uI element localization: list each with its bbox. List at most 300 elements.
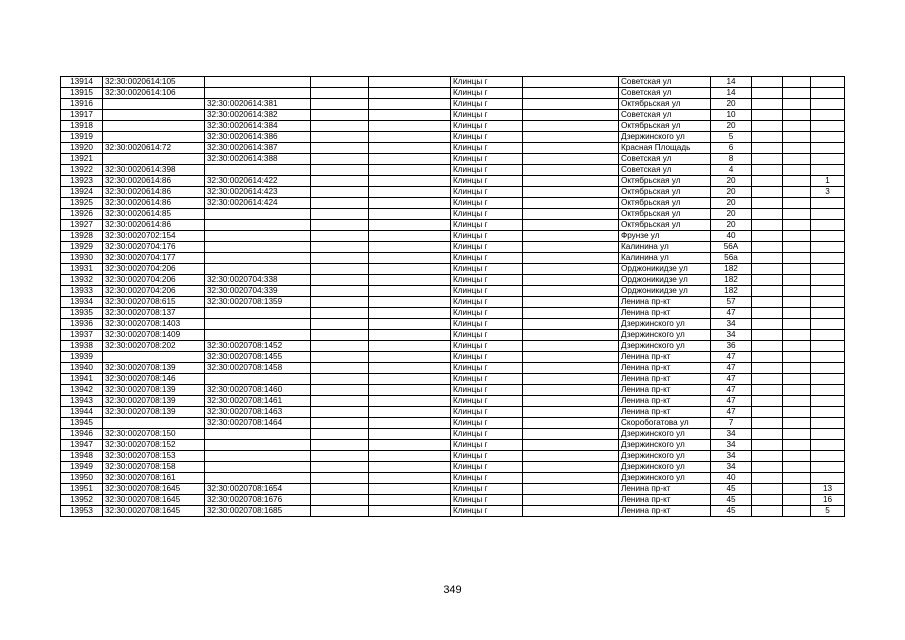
cadastral-number-cell: 32:30:0020702:154 bbox=[103, 231, 205, 242]
street-cell: Калинина ул bbox=[619, 242, 711, 253]
apartment-number-cell bbox=[811, 209, 845, 220]
apartment-number-cell bbox=[811, 363, 845, 374]
table-row bbox=[61, 440, 845, 451]
empty-cell bbox=[369, 264, 451, 275]
cadastral-number-cell: 32:30:0020614:72 bbox=[103, 143, 205, 154]
city-cell: Клинцы г bbox=[451, 242, 523, 253]
apartment-number-cell: 16 bbox=[811, 495, 845, 506]
city-cell: Клинцы г bbox=[451, 451, 523, 462]
record-number-cell: 13946 bbox=[61, 429, 103, 440]
empty-cell bbox=[783, 231, 811, 242]
city-cell: Клинцы г bbox=[451, 407, 523, 418]
house-number-cell: 20 bbox=[711, 99, 752, 110]
empty-cell bbox=[369, 429, 451, 440]
empty-cell bbox=[311, 462, 369, 473]
city-cell: Клинцы г bbox=[451, 297, 523, 308]
city-cell: Клинцы г bbox=[451, 330, 523, 341]
street-cell: Ленина пр-кт bbox=[619, 308, 711, 319]
house-number-cell: 56а bbox=[711, 253, 752, 264]
table-row bbox=[61, 385, 845, 396]
record-number-cell: 13914 bbox=[61, 77, 103, 88]
table-row bbox=[61, 286, 845, 297]
cadastral-number-cell: 32:30:0020708:1645 bbox=[103, 495, 205, 506]
empty-cell bbox=[311, 187, 369, 198]
empty-cell bbox=[752, 231, 783, 242]
record-number-cell: 13942 bbox=[61, 385, 103, 396]
empty-cell bbox=[311, 132, 369, 143]
record-number-cell: 13917 bbox=[61, 110, 103, 121]
table-row bbox=[61, 451, 845, 462]
empty-cell bbox=[783, 396, 811, 407]
record-number-cell: 13924 bbox=[61, 187, 103, 198]
empty-cell bbox=[752, 176, 783, 187]
table-row bbox=[61, 88, 845, 99]
empty-cell bbox=[523, 506, 619, 517]
city-cell: Клинцы г bbox=[451, 110, 523, 121]
empty-cell bbox=[783, 88, 811, 99]
cadastral-number-cell: 32:30:0020614:86 bbox=[103, 187, 205, 198]
empty-cell bbox=[752, 429, 783, 440]
house-number-cell: 57 bbox=[711, 297, 752, 308]
apartment-number-cell bbox=[811, 253, 845, 264]
apartment-number-cell bbox=[811, 407, 845, 418]
empty-cell bbox=[523, 220, 619, 231]
empty-cell bbox=[311, 352, 369, 363]
empty-cell bbox=[369, 418, 451, 429]
apartment-number-cell bbox=[811, 462, 845, 473]
street-cell: Дзержинского ул bbox=[619, 451, 711, 462]
empty-cell bbox=[752, 440, 783, 451]
table-row bbox=[61, 308, 845, 319]
city-cell: Клинцы г bbox=[451, 374, 523, 385]
cadastral-number-cell: 32:30:0020708:153 bbox=[103, 451, 205, 462]
empty-cell bbox=[523, 154, 619, 165]
empty-cell bbox=[783, 220, 811, 231]
table-row bbox=[61, 374, 845, 385]
record-number-cell: 13945 bbox=[61, 418, 103, 429]
cadastral-number-cell: 32:30:0020704:176 bbox=[103, 242, 205, 253]
empty-cell bbox=[369, 440, 451, 451]
apartment-number-cell bbox=[811, 242, 845, 253]
empty-cell bbox=[783, 385, 811, 396]
house-number-cell: 20 bbox=[711, 121, 752, 132]
empty-cell bbox=[523, 231, 619, 242]
city-cell: Клинцы г bbox=[451, 440, 523, 451]
apartment-number-cell bbox=[811, 77, 845, 88]
street-cell: Октябрьская ул bbox=[619, 187, 711, 198]
house-number-cell: 47 bbox=[711, 352, 752, 363]
street-cell: Дзержинского ул bbox=[619, 132, 711, 143]
sub-cadastral-number-cell bbox=[205, 429, 311, 440]
cadastral-number-cell: 32:30:0020708:1645 bbox=[103, 484, 205, 495]
cadastral-number-cell: 32:30:0020708:139 bbox=[103, 363, 205, 374]
street-cell: Ленина пр-кт bbox=[619, 407, 711, 418]
empty-cell bbox=[369, 407, 451, 418]
empty-cell bbox=[783, 242, 811, 253]
table-row bbox=[61, 275, 845, 286]
apartment-number-cell bbox=[811, 132, 845, 143]
empty-cell bbox=[369, 132, 451, 143]
city-cell: Клинцы г bbox=[451, 132, 523, 143]
empty-cell bbox=[523, 187, 619, 198]
city-cell: Клинцы г bbox=[451, 209, 523, 220]
sub-cadastral-number-cell: 32:30:0020708:1685 bbox=[205, 506, 311, 517]
city-cell: Клинцы г bbox=[451, 286, 523, 297]
empty-cell bbox=[311, 429, 369, 440]
table-row bbox=[61, 220, 845, 231]
empty-cell bbox=[783, 286, 811, 297]
street-cell: Ленина пр-кт bbox=[619, 374, 711, 385]
record-number-cell: 13944 bbox=[61, 407, 103, 418]
street-cell: Дзержинского ул bbox=[619, 440, 711, 451]
city-cell: Клинцы г bbox=[451, 275, 523, 286]
house-number-cell: 4 bbox=[711, 165, 752, 176]
empty-cell bbox=[311, 495, 369, 506]
empty-cell bbox=[311, 374, 369, 385]
empty-cell bbox=[783, 407, 811, 418]
empty-cell bbox=[783, 473, 811, 484]
sub-cadastral-number-cell bbox=[205, 451, 311, 462]
empty-cell bbox=[369, 154, 451, 165]
city-cell: Клинцы г bbox=[451, 198, 523, 209]
empty-cell bbox=[783, 363, 811, 374]
empty-cell bbox=[752, 418, 783, 429]
apartment-number-cell bbox=[811, 385, 845, 396]
city-cell: Клинцы г bbox=[451, 473, 523, 484]
empty-cell bbox=[369, 363, 451, 374]
empty-cell bbox=[311, 176, 369, 187]
empty-cell bbox=[369, 121, 451, 132]
record-number-cell: 13941 bbox=[61, 374, 103, 385]
empty-cell bbox=[369, 330, 451, 341]
empty-cell bbox=[369, 176, 451, 187]
empty-cell bbox=[752, 275, 783, 286]
empty-cell bbox=[523, 143, 619, 154]
street-cell: Советская ул bbox=[619, 77, 711, 88]
city-cell: Клинцы г bbox=[451, 220, 523, 231]
apartment-number-cell bbox=[811, 198, 845, 209]
apartment-number-cell bbox=[811, 308, 845, 319]
sub-cadastral-number-cell: 32:30:0020614:386 bbox=[205, 132, 311, 143]
street-cell: Октябрьская ул bbox=[619, 176, 711, 187]
empty-cell bbox=[523, 275, 619, 286]
empty-cell bbox=[523, 110, 619, 121]
street-cell: Калинина ул bbox=[619, 253, 711, 264]
empty-cell bbox=[752, 484, 783, 495]
empty-cell bbox=[523, 209, 619, 220]
apartment-number-cell: 13 bbox=[811, 484, 845, 495]
house-number-cell: 20 bbox=[711, 187, 752, 198]
record-number-cell: 13918 bbox=[61, 121, 103, 132]
record-number-cell: 13935 bbox=[61, 308, 103, 319]
house-number-cell: 40 bbox=[711, 473, 752, 484]
street-cell: Октябрьская ул bbox=[619, 198, 711, 209]
apartment-number-cell bbox=[811, 99, 845, 110]
empty-cell bbox=[783, 209, 811, 220]
empty-cell bbox=[752, 143, 783, 154]
sub-cadastral-number-cell bbox=[205, 374, 311, 385]
cadastral-number-cell: 32:30:0020708:1403 bbox=[103, 319, 205, 330]
cadastral-number-cell: 32:30:0020708:139 bbox=[103, 385, 205, 396]
sub-cadastral-number-cell: 32:30:0020708:1676 bbox=[205, 495, 311, 506]
record-number-cell: 13950 bbox=[61, 473, 103, 484]
apartment-number-cell bbox=[811, 418, 845, 429]
street-cell: Октябрьская ул bbox=[619, 99, 711, 110]
sub-cadastral-number-cell: 32:30:0020708:1359 bbox=[205, 297, 311, 308]
house-number-cell: 5 bbox=[711, 132, 752, 143]
table-row bbox=[61, 77, 845, 88]
empty-cell bbox=[311, 209, 369, 220]
empty-cell bbox=[752, 77, 783, 88]
city-cell: Клинцы г bbox=[451, 143, 523, 154]
record-number-cell: 13920 bbox=[61, 143, 103, 154]
record-number-cell: 13939 bbox=[61, 352, 103, 363]
sub-cadastral-number-cell: 32:30:0020708:1464 bbox=[205, 418, 311, 429]
empty-cell bbox=[752, 88, 783, 99]
empty-cell bbox=[752, 330, 783, 341]
record-number-cell: 13925 bbox=[61, 198, 103, 209]
empty-cell bbox=[369, 462, 451, 473]
empty-cell bbox=[369, 297, 451, 308]
empty-cell bbox=[523, 330, 619, 341]
empty-cell bbox=[311, 418, 369, 429]
empty-cell bbox=[752, 264, 783, 275]
street-cell: Орджоникидзе ул bbox=[619, 264, 711, 275]
street-cell: Ленина пр-кт bbox=[619, 484, 711, 495]
sub-cadastral-number-cell: 32:30:0020708:1452 bbox=[205, 341, 311, 352]
empty-cell bbox=[783, 484, 811, 495]
house-number-cell: 36 bbox=[711, 341, 752, 352]
apartment-number-cell bbox=[811, 231, 845, 242]
empty-cell bbox=[783, 165, 811, 176]
record-number-cell: 13953 bbox=[61, 506, 103, 517]
cadastral-number-cell: 32:30:0020704:206 bbox=[103, 275, 205, 286]
city-cell: Клинцы г bbox=[451, 352, 523, 363]
empty-cell bbox=[311, 473, 369, 484]
city-cell: Клинцы г bbox=[451, 429, 523, 440]
city-cell: Клинцы г bbox=[451, 88, 523, 99]
sub-cadastral-number-cell: 32:30:0020708:1654 bbox=[205, 484, 311, 495]
empty-cell bbox=[311, 385, 369, 396]
record-number-cell: 13948 bbox=[61, 451, 103, 462]
empty-cell bbox=[783, 341, 811, 352]
house-number-cell: 20 bbox=[711, 176, 752, 187]
empty-cell bbox=[523, 165, 619, 176]
cadastral-number-cell: 32:30:0020708:1645 bbox=[103, 506, 205, 517]
empty-cell bbox=[783, 495, 811, 506]
sub-cadastral-number-cell bbox=[205, 242, 311, 253]
table-row bbox=[61, 231, 845, 242]
table-row bbox=[61, 209, 845, 220]
street-cell: Дзержинского ул bbox=[619, 319, 711, 330]
record-number-cell: 13936 bbox=[61, 319, 103, 330]
empty-cell bbox=[311, 506, 369, 517]
empty-cell bbox=[523, 396, 619, 407]
empty-cell bbox=[783, 187, 811, 198]
street-cell: Дзержинского ул bbox=[619, 473, 711, 484]
record-number-cell: 13916 bbox=[61, 99, 103, 110]
table-row bbox=[61, 473, 845, 484]
empty-cell bbox=[752, 165, 783, 176]
table-row bbox=[61, 187, 845, 198]
empty-cell bbox=[752, 110, 783, 121]
house-number-cell: 182 bbox=[711, 275, 752, 286]
empty-cell bbox=[752, 198, 783, 209]
record-number-cell: 13952 bbox=[61, 495, 103, 506]
city-cell: Клинцы г bbox=[451, 308, 523, 319]
empty-cell bbox=[311, 440, 369, 451]
cadastral-number-cell: 32:30:0020708:150 bbox=[103, 429, 205, 440]
table-row bbox=[61, 429, 845, 440]
sub-cadastral-number-cell bbox=[205, 220, 311, 231]
empty-cell bbox=[783, 77, 811, 88]
house-number-cell: 47 bbox=[711, 385, 752, 396]
table-row bbox=[61, 407, 845, 418]
cadastral-number-cell: 32:30:0020614:86 bbox=[103, 176, 205, 187]
house-number-cell: 47 bbox=[711, 396, 752, 407]
record-number-cell: 13923 bbox=[61, 176, 103, 187]
empty-cell bbox=[311, 396, 369, 407]
apartment-number-cell bbox=[811, 297, 845, 308]
city-cell: Клинцы г bbox=[451, 319, 523, 330]
house-number-cell: 34 bbox=[711, 330, 752, 341]
house-number-cell: 14 bbox=[711, 77, 752, 88]
record-number-cell: 13940 bbox=[61, 363, 103, 374]
sub-cadastral-number-cell: 32:30:0020614:381 bbox=[205, 99, 311, 110]
empty-cell bbox=[752, 451, 783, 462]
house-number-cell: 182 bbox=[711, 286, 752, 297]
apartment-number-cell bbox=[811, 330, 845, 341]
house-number-cell: 34 bbox=[711, 451, 752, 462]
sub-cadastral-number-cell: 32:30:0020614:423 bbox=[205, 187, 311, 198]
empty-cell bbox=[523, 242, 619, 253]
record-number-cell: 13927 bbox=[61, 220, 103, 231]
street-cell: Ленина пр-кт bbox=[619, 495, 711, 506]
empty-cell bbox=[311, 275, 369, 286]
city-cell: Клинцы г bbox=[451, 506, 523, 517]
table-row bbox=[61, 462, 845, 473]
empty-cell bbox=[783, 352, 811, 363]
city-cell: Клинцы г bbox=[451, 341, 523, 352]
table-row bbox=[61, 396, 845, 407]
apartment-number-cell bbox=[811, 352, 845, 363]
empty-cell bbox=[752, 374, 783, 385]
empty-cell bbox=[369, 341, 451, 352]
empty-cell bbox=[311, 319, 369, 330]
city-cell: Клинцы г bbox=[451, 495, 523, 506]
empty-cell bbox=[783, 506, 811, 517]
empty-cell bbox=[369, 242, 451, 253]
empty-cell bbox=[752, 132, 783, 143]
empty-cell bbox=[369, 374, 451, 385]
street-cell: Октябрьская ул bbox=[619, 220, 711, 231]
apartment-number-cell bbox=[811, 451, 845, 462]
empty-cell bbox=[783, 154, 811, 165]
empty-cell bbox=[369, 253, 451, 264]
house-number-cell: 6 bbox=[711, 143, 752, 154]
city-cell: Клинцы г bbox=[451, 187, 523, 198]
empty-cell bbox=[523, 121, 619, 132]
apartment-number-cell bbox=[811, 374, 845, 385]
empty-cell bbox=[752, 352, 783, 363]
record-number-cell: 13921 bbox=[61, 154, 103, 165]
registry-table-body bbox=[61, 77, 845, 517]
empty-cell bbox=[752, 396, 783, 407]
cadastral-number-cell: 32:30:0020708:161 bbox=[103, 473, 205, 484]
sub-cadastral-number-cell: 32:30:0020614:387 bbox=[205, 143, 311, 154]
empty-cell bbox=[752, 286, 783, 297]
street-cell: Ленина пр-кт bbox=[619, 352, 711, 363]
sub-cadastral-number-cell bbox=[205, 308, 311, 319]
sub-cadastral-number-cell: 32:30:0020708:1458 bbox=[205, 363, 311, 374]
sub-cadastral-number-cell: 32:30:0020708:1461 bbox=[205, 396, 311, 407]
house-number-cell: 47 bbox=[711, 407, 752, 418]
empty-cell bbox=[752, 308, 783, 319]
empty-cell bbox=[752, 209, 783, 220]
empty-cell bbox=[311, 242, 369, 253]
empty-cell bbox=[783, 110, 811, 121]
empty-cell bbox=[523, 308, 619, 319]
empty-cell bbox=[752, 154, 783, 165]
empty-cell bbox=[311, 308, 369, 319]
empty-cell bbox=[311, 286, 369, 297]
empty-cell bbox=[311, 77, 369, 88]
empty-cell bbox=[369, 275, 451, 286]
empty-cell bbox=[783, 176, 811, 187]
empty-cell bbox=[523, 99, 619, 110]
empty-cell bbox=[311, 88, 369, 99]
cadastral-number-cell: 32:30:0020708:139 bbox=[103, 407, 205, 418]
empty-cell bbox=[783, 253, 811, 264]
sub-cadastral-number-cell bbox=[205, 319, 311, 330]
empty-cell bbox=[311, 253, 369, 264]
empty-cell bbox=[783, 319, 811, 330]
empty-cell bbox=[783, 374, 811, 385]
record-number-cell: 13938 bbox=[61, 341, 103, 352]
empty-cell bbox=[369, 209, 451, 220]
house-number-cell: 7 bbox=[711, 418, 752, 429]
record-number-cell: 13949 bbox=[61, 462, 103, 473]
empty-cell bbox=[752, 506, 783, 517]
empty-cell bbox=[523, 440, 619, 451]
apartment-number-cell bbox=[811, 110, 845, 121]
empty-cell bbox=[752, 220, 783, 231]
sub-cadastral-number-cell bbox=[205, 165, 311, 176]
sub-cadastral-number-cell: 32:30:0020704:339 bbox=[205, 286, 311, 297]
house-number-cell: 34 bbox=[711, 462, 752, 473]
city-cell: Клинцы г bbox=[451, 165, 523, 176]
sub-cadastral-number-cell bbox=[205, 264, 311, 275]
empty-cell bbox=[523, 429, 619, 440]
cadastral-number-cell: 32:30:0020614:85 bbox=[103, 209, 205, 220]
empty-cell bbox=[369, 165, 451, 176]
empty-cell bbox=[783, 99, 811, 110]
street-cell: Ленина пр-кт bbox=[619, 385, 711, 396]
cadastral-number-cell: 32:30:0020708:615 bbox=[103, 297, 205, 308]
table-row bbox=[61, 176, 845, 187]
table-row bbox=[61, 165, 845, 176]
empty-cell bbox=[523, 297, 619, 308]
cadastral-number-cell: 32:30:0020708:202 bbox=[103, 341, 205, 352]
empty-cell bbox=[783, 121, 811, 132]
cadastral-number-cell bbox=[103, 352, 205, 363]
house-number-cell: 40 bbox=[711, 231, 752, 242]
record-number-cell: 13928 bbox=[61, 231, 103, 242]
table-row bbox=[61, 330, 845, 341]
empty-cell bbox=[311, 121, 369, 132]
empty-cell bbox=[752, 253, 783, 264]
empty-cell bbox=[523, 407, 619, 418]
